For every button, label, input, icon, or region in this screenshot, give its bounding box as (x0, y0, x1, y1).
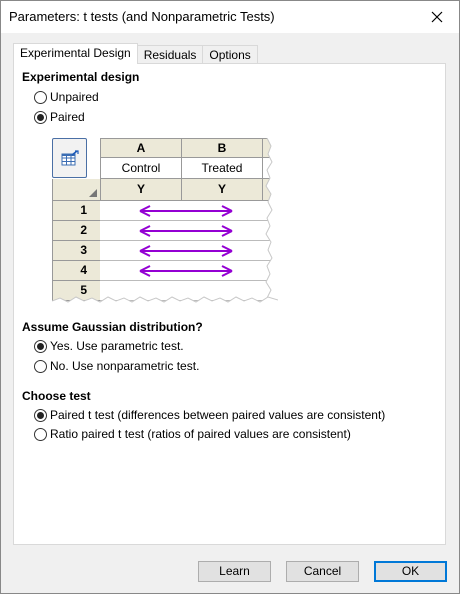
paired-arrow-row-3 (138, 245, 234, 257)
table-corner (52, 179, 102, 201)
paired-table-illustration (52, 138, 278, 305)
column-header-a: A (100, 138, 182, 158)
radio-selected-dot (37, 412, 44, 419)
radio-button[interactable] (34, 111, 47, 124)
column-name-control: Control (100, 158, 182, 179)
tab-residuals[interactable]: Residuals (137, 45, 204, 64)
close-icon (431, 11, 443, 23)
tab-options[interactable]: Options (202, 45, 257, 64)
column-sub-y-a: Y (100, 179, 182, 201)
cancel-button[interactable]: Cancel (286, 561, 359, 582)
torn-edge-decoration (264, 138, 278, 305)
paired-arrow-row-2 (138, 225, 234, 237)
radio-unpaired-label: Unpaired (50, 90, 99, 104)
tab-strip (13, 44, 257, 64)
tab-panel-experimental-design (13, 63, 446, 545)
paired-arrow-row-1 (138, 205, 234, 217)
row-header-2: 2 (52, 221, 102, 241)
radio-unpaired[interactable] (34, 89, 99, 105)
column-sub-y-b: Y (181, 179, 263, 201)
torn-bottom-decoration (52, 295, 278, 305)
radio-paired[interactable] (34, 109, 85, 125)
column-name-treated: Treated (181, 158, 263, 179)
learn-button[interactable]: Learn (198, 561, 271, 582)
radio-button[interactable] (34, 91, 47, 104)
radio-nonparametric-label: No. Use nonparametric test. (50, 359, 200, 373)
radio-ratio-paired-t-test[interactable] (34, 426, 351, 442)
radio-selected-dot (37, 114, 44, 121)
ok-button[interactable]: OK (374, 561, 447, 582)
gaussian-heading: Assume Gaussian distribution? (22, 320, 203, 334)
radio-button[interactable] (34, 360, 47, 373)
experimental-design-heading: Experimental design (22, 70, 140, 84)
tab-experimental-design[interactable]: Experimental Design (13, 43, 138, 64)
radio-button[interactable] (34, 409, 47, 422)
radio-paired-label: Paired (50, 110, 85, 124)
row-header-5: 5 (52, 281, 102, 301)
title-bar (1, 1, 459, 33)
radio-parametric[interactable] (34, 338, 184, 354)
row-header-4: 4 (52, 261, 102, 281)
radio-nonparametric[interactable] (34, 358, 199, 374)
row-header-1: 1 (52, 201, 102, 221)
radio-parametric-label: Yes. Use parametric test. (50, 339, 184, 353)
radio-paired-t-test[interactable] (34, 407, 385, 423)
choose-test-heading: Choose test (22, 389, 91, 403)
close-button[interactable] (415, 1, 459, 33)
row-header-3: 3 (52, 241, 102, 261)
radio-selected-dot (37, 343, 44, 350)
radio-ratio-paired-t-test-label: Ratio paired t test (ratios of paired values are consistent) (50, 427, 351, 441)
column-header-b: B (181, 138, 263, 158)
table-edit-icon (52, 138, 87, 178)
paired-arrow-row-4 (138, 265, 234, 277)
radio-paired-t-test-label: Paired t test (differences between paired values are consistent) (50, 408, 386, 422)
window-title: Parameters: t tests (and Nonparametric Tests) (9, 9, 275, 24)
radio-button[interactable] (34, 428, 47, 441)
radio-button[interactable] (34, 340, 47, 353)
